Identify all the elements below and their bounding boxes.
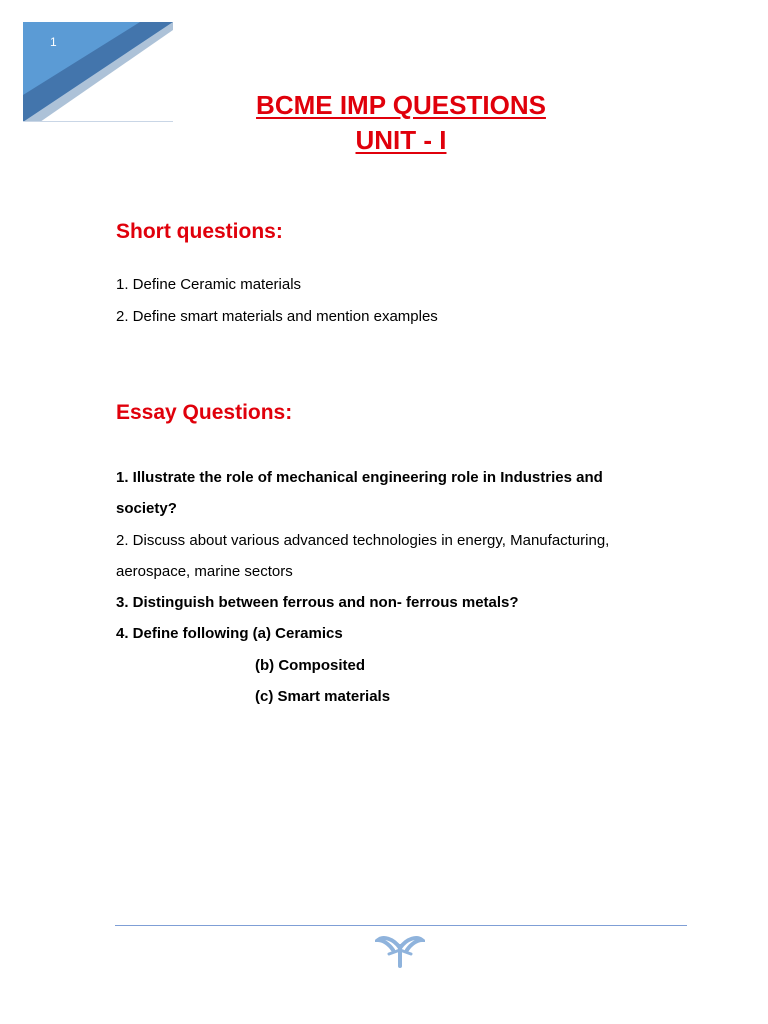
essay-question-1: 1. Illustrate the role of mechanical engineering role in Industries and — [116, 469, 603, 486]
page-title: BCME IMP QUESTIONS — [256, 90, 546, 120]
essay-question-2: 2. Discuss about various advanced technologies in energy, Manufacturing, — [116, 532, 610, 549]
footer-divider — [115, 925, 687, 926]
essay-question-4: 4. Define following (a) Ceramics — [116, 625, 343, 642]
page-number: 1 — [50, 35, 57, 49]
essay-question-3: 3. Distinguish between ferrous and non- ferrous metals? — [116, 594, 519, 611]
short-question-item: 2. Define smart materials and mention examples — [116, 308, 438, 325]
essay-question-1-cont: society? — [116, 500, 177, 517]
essay-question-4-c: (c) Smart materials — [255, 688, 391, 705]
short-question-item: 1. Define Ceramic materials — [116, 276, 302, 293]
page-subtitle: UNIT - I — [355, 125, 447, 155]
essay-question-4-b: (b) Composited — [255, 657, 365, 674]
footer-ornament-icon — [375, 932, 425, 968]
essay-questions-heading: Essay Questions: — [116, 401, 293, 424]
short-questions-heading: Short questions: — [116, 220, 283, 243]
essay-question-2-cont: aerospace, marine sectors — [116, 563, 293, 580]
